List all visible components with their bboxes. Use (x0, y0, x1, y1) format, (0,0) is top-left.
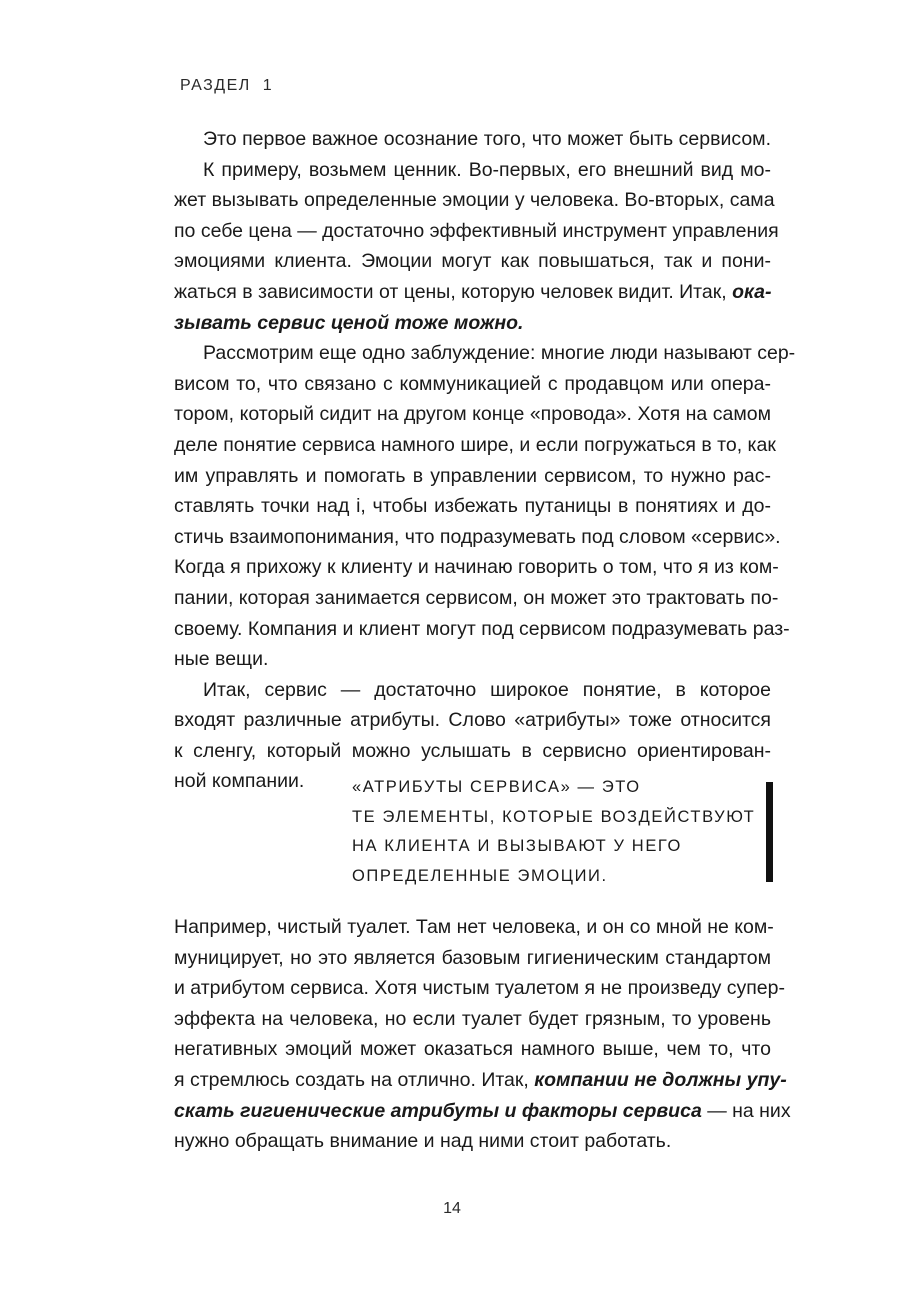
quote-line: НА КЛИЕНТА И ВЫЗЫВАЮТ У НЕГО (352, 837, 682, 855)
page-number: 14 (443, 1200, 461, 1217)
running-header (180, 76, 273, 96)
emphasis-text: скать гигиенические атрибуты и факторы сервиса (174, 1099, 702, 1122)
text-line: им управлять и помогать в управлении сервисом, то нужно рас- (174, 464, 771, 487)
body-text-block-2 (174, 912, 791, 1157)
text-line: эффекта на человека, но если туалет будет грязным, то уровень (174, 1007, 771, 1030)
quote-accent-bar (766, 782, 773, 882)
text-segment: я стремлюсь создать на отлично. Итак, (174, 1068, 535, 1091)
text-line: негативных эмоций может оказаться намного выше, чем то, что (174, 1038, 771, 1061)
text-segment: жаться в зависимости от цены, которую человек видит. Итак, (174, 280, 733, 303)
text-line: своему. Компания и клиент могут под сервисом подразумевать раз- (174, 617, 790, 640)
text-line: Например, чистый туалет. Там нет человека, и он со мной не ком- (174, 916, 774, 938)
text-line: по себе цена — достаточно эффективный инструмент управления (174, 219, 779, 242)
text-line: эмоциями клиента. Эмоции могут как повышаться, так и пони- (174, 250, 771, 273)
text-line (174, 1065, 787, 1096)
pull-quote (352, 773, 755, 891)
section-label: РАЗДЕЛ (180, 77, 251, 94)
text-line: ной компании. (174, 770, 305, 793)
text-line: к сленгу, который можно услышать в сервисно ориентирован- (174, 739, 771, 762)
text-line: Рассмотрим еще одно заблуждение: многие люди называют сер- (203, 342, 796, 365)
text-line: пании, которая занимается сервисом, он может это трактовать по- (174, 586, 779, 609)
emphasis-text: зывать сервис ценой тоже можно. (174, 311, 524, 334)
text-line: стичь взаимопонимания, что подразумевать под словом «сервис». (174, 525, 781, 548)
quote-line: ТЕ ЭЛЕМЕНТЫ, КОТОРЫЕ ВОЗДЕЙСТВУЮТ (352, 807, 756, 826)
emphasis-text: компании не должны упу- (534, 1068, 787, 1091)
quote-line: «АТРИБУТЫ СЕРВИСА» — ЭТО (352, 778, 641, 796)
text-line: К примеру, возьмем ценник. Во-первых, его внешний вид мо- (203, 158, 771, 181)
text-line: нужно обращать внимание и над ними стоит работать. (174, 1130, 672, 1153)
text-line: Когда я прихожу к клиенту и начинаю говорить о том, что я из ком- (174, 556, 779, 579)
text-line: ставлять точки над i, чтобы избежать путаницы в понятиях и до- (174, 495, 771, 518)
section-number: 1 (262, 77, 274, 94)
text-line: входят различные атрибуты. Слово «атрибуты» тоже относится (174, 709, 771, 732)
text-line: висом то, что связано с коммуникацией с продавцом или опера- (174, 372, 771, 395)
text-line: жет вызывать определенные эмоции у человека. Во-вторых, сама (174, 189, 775, 212)
text-line: Это первое важное осознание того, что может быть сервисом. (203, 128, 771, 150)
text-line (174, 277, 771, 308)
text-line: и атрибутом сервиса. Хотя чистым туалетом я не произведу супер- (174, 977, 785, 1000)
quote-line: ОПРЕДЕЛЕННЫЕ ЭМОЦИИ. (352, 866, 608, 885)
text-line (174, 1096, 791, 1127)
body-text-block-1 (174, 124, 796, 797)
text-line: Итак, сервис — достаточно широкое понятие, в которое (203, 678, 771, 701)
text-line: муницирует, но это является базовым гигиеническим стандартом (174, 946, 771, 969)
emphasis-text: ока- (732, 280, 772, 303)
text-line (174, 308, 771, 339)
text-segment: — на них (701, 1099, 791, 1122)
text-line: тором, который сидит на другом конце «провода». Хотя на самом (174, 403, 771, 426)
text-line: ные вещи. (174, 648, 269, 671)
text-line: деле понятие сервиса намного шире, и если погружаться в то, как (174, 433, 776, 456)
